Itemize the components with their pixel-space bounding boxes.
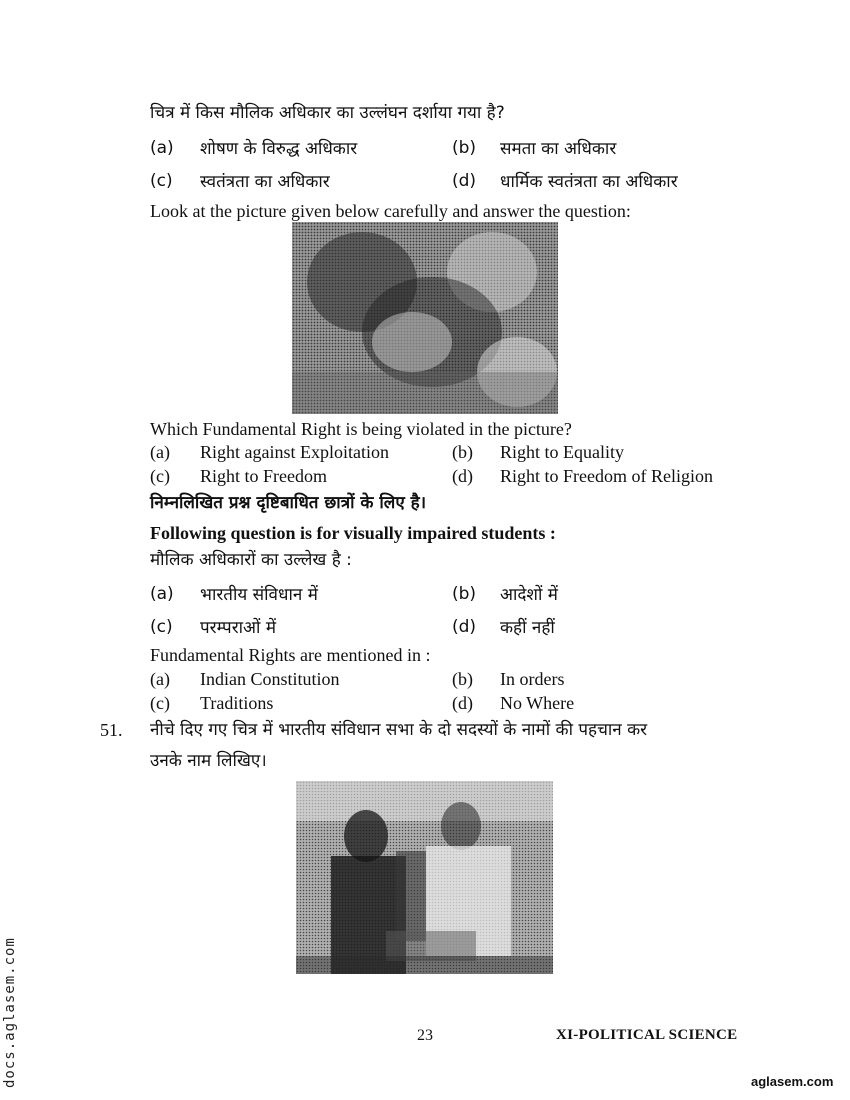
photo-child-labour-image	[292, 222, 558, 414]
option-label: (a)	[150, 138, 174, 158]
option-text: Right to Freedom of Religion	[500, 466, 713, 486]
option-text: धार्मिक स्वतंत्रता का अधिकार	[500, 172, 678, 192]
option-label: (c)	[150, 171, 173, 191]
option-text: Right against Exploitation	[200, 442, 389, 462]
photo-child-labour	[292, 222, 558, 414]
option-label: (d)	[452, 617, 477, 637]
option-text: Indian Constitution	[200, 669, 340, 689]
question-number: 51.	[100, 720, 123, 740]
option-text: स्वतंत्रता का अधिकार	[200, 172, 330, 192]
side-watermark: docs.aglasem.com	[2, 937, 18, 1088]
option-label: (b)	[452, 138, 477, 158]
option-text: No Where	[500, 693, 575, 713]
option-label: (b)	[452, 669, 473, 689]
photo-constituent-assembly-members	[296, 781, 553, 974]
brand-link[interactable]: aglasem.com	[751, 1074, 834, 1089]
page-number: 23	[417, 1027, 433, 1044]
option-label: (d)	[452, 466, 473, 486]
option-text: Right to Freedom	[200, 466, 327, 486]
option-text: समता का अधिकार	[500, 139, 617, 159]
photo-constituent-assembly-image	[296, 781, 553, 974]
option-label: (a)	[150, 442, 170, 462]
subject-footer: XI-POLITICAL SCIENCE	[556, 1027, 738, 1043]
question-text-english: Fundamental Rights are mentioned in :	[150, 645, 431, 665]
option-text: आदेशों में	[500, 585, 558, 605]
question-text-hindi: चित्र में किस मौलिक अधिकार का उल्लंघन दर्शाया गया है?	[150, 103, 505, 123]
option-label: (c)	[150, 617, 173, 637]
option-text: Right to Equality	[500, 442, 624, 462]
visually-impaired-note-hindi: निम्नलिखित प्रश्न दृष्टिबाधित छात्रों के लिए है।	[150, 493, 427, 513]
option-label: (d)	[452, 693, 473, 713]
option-label: (c)	[150, 693, 170, 713]
option-text: शोषण के विरुद्ध अधिकार	[200, 139, 358, 159]
question-text-english: Which Fundamental Right is being violated in the picture?	[150, 419, 572, 439]
option-text: कहीं नहीं	[500, 618, 555, 638]
option-label: (a)	[150, 584, 174, 604]
question-text-hindi: उनके नाम लिखिए।	[150, 751, 267, 771]
option-label: (b)	[452, 442, 473, 462]
question-text-hindi: नीचे दिए गए चित्र में भारतीय संविधान सभा के दो सदस्यों के नामों की पहचान कर	[150, 720, 648, 740]
option-text: In orders	[500, 669, 565, 689]
option-label: (c)	[150, 466, 170, 486]
question-text-hindi: मौलिक अधिकारों का उल्लेख है :	[150, 550, 352, 570]
option-label: (a)	[150, 669, 170, 689]
option-text: परम्पराओं में	[200, 618, 276, 638]
visually-impaired-note-english: Following question is for visually impaired students :	[150, 523, 556, 543]
option-label: (b)	[452, 584, 477, 604]
option-text: भारतीय संविधान में	[200, 585, 318, 605]
question-instruction: Look at the picture given below carefully and answer the question:	[150, 201, 631, 221]
option-text: Traditions	[200, 693, 274, 713]
option-label: (d)	[452, 171, 477, 191]
